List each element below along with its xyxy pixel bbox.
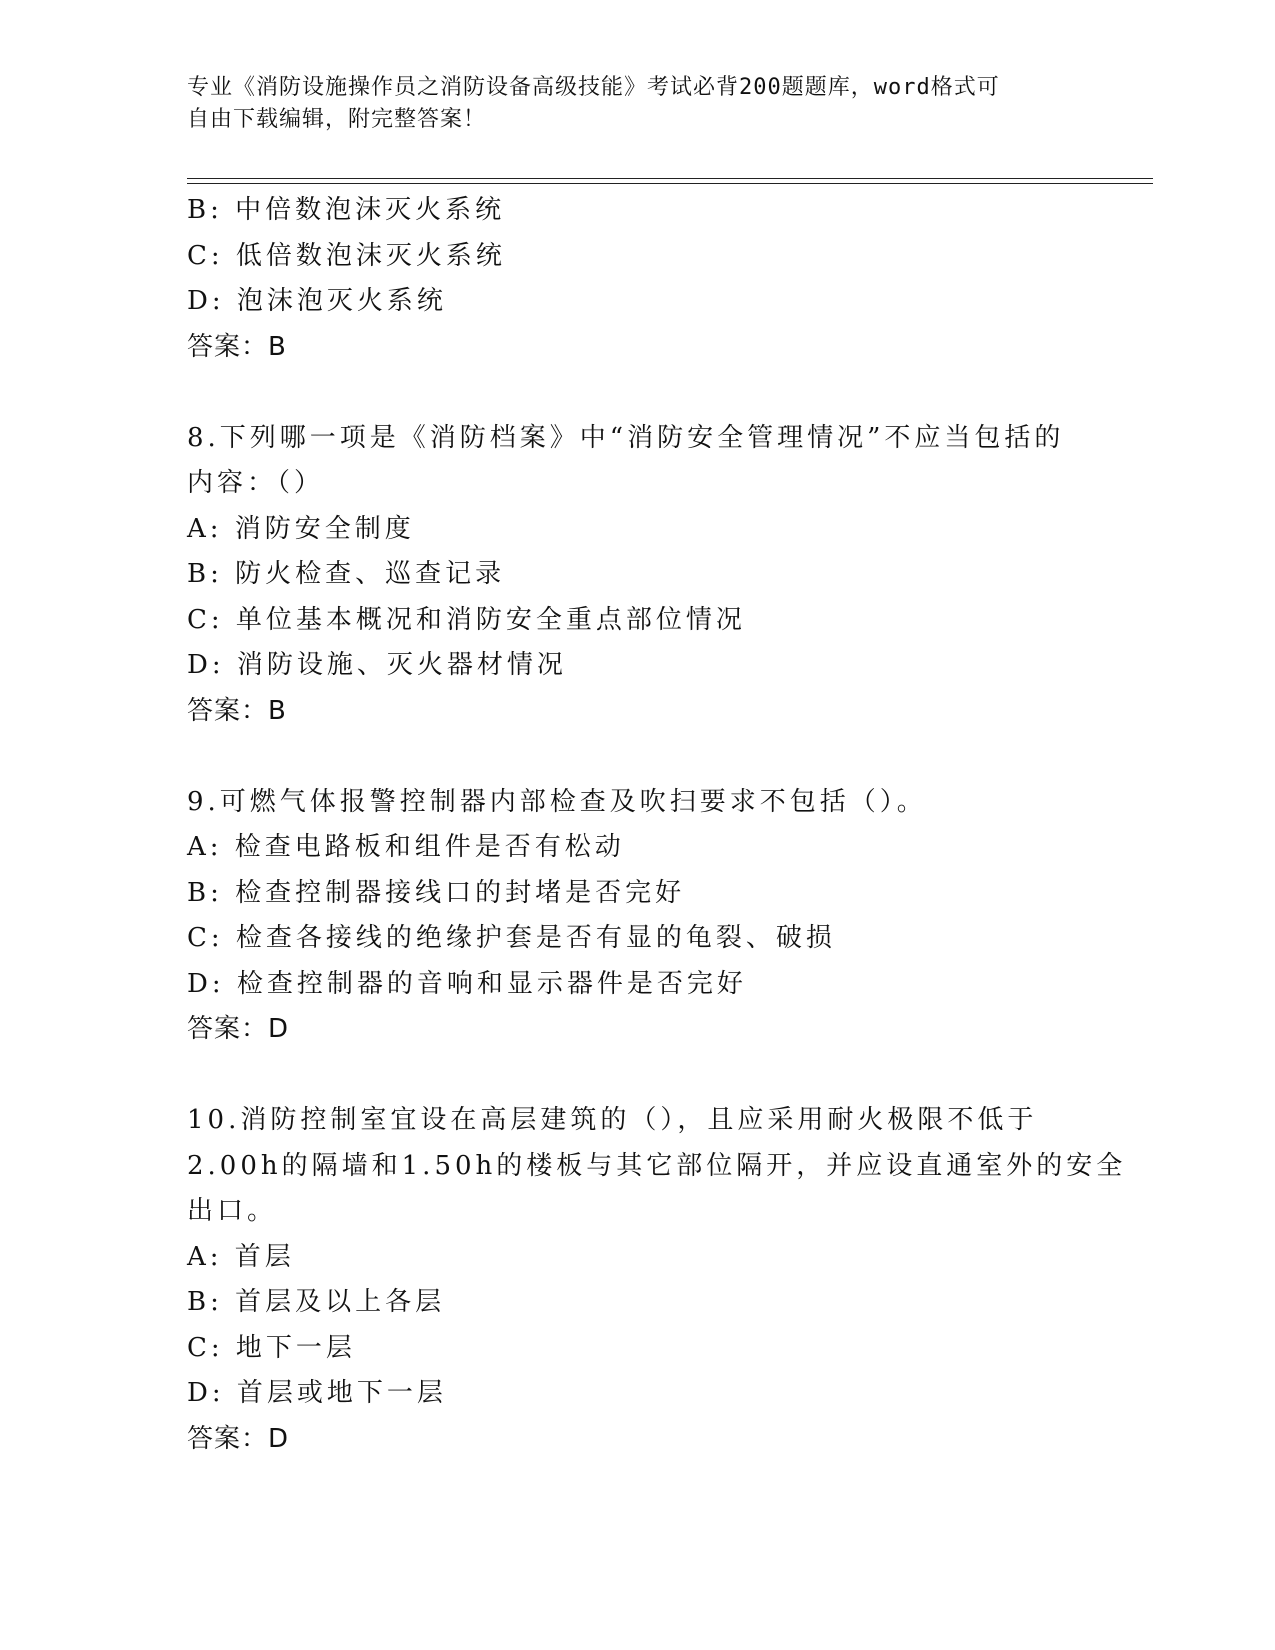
header-line-1: 专业《消防设施操作员之消防设备高级技能》考试必背200题题库，word格式可 (187, 75, 1000, 100)
option-b: B: 检查控制器接线口的封堵是否完好 (187, 877, 686, 908)
option-c: C: 低倍数泡沫灭火系统 (187, 240, 506, 271)
option-b: B: 首层及以上各层 (187, 1287, 446, 1317)
option-b: B: 防火检查、巡查记录 (187, 559, 506, 589)
question-stem: 出口。 (187, 1196, 278, 1226)
spacer (187, 1053, 1107, 1099)
header-divider-top (187, 178, 1153, 179)
question-stem: 2.00h的隔墙和1.50h的楼板与其它部位隔开，并应设直通室外的安全 (187, 1150, 1127, 1181)
answer: 答案：B (187, 695, 287, 726)
option-a: A: 检查电路板和组件是否有松动 (187, 832, 625, 862)
answer: 答案：B (187, 331, 287, 362)
option-d: D: 首层或地下一层 (187, 1378, 447, 1408)
option-a: A: 消防安全制度 (187, 513, 415, 544)
header-line-2: 自由下载编辑，附完整答案！ (187, 107, 487, 132)
header-divider-bottom (187, 183, 1153, 184)
question-10 (187, 1098, 1127, 1462)
question-stem: 内容：（） (187, 468, 325, 498)
answer: 答案：D (187, 1423, 290, 1454)
document-header (187, 72, 1087, 136)
question-stem: 9.可燃气体报警控制器内部检查及吹扫要求不包括（）。 (187, 786, 927, 817)
question-stem: 8.下列哪一项是《消防档案》中“消防安全管理情况”不应当包括的 (187, 422, 1065, 453)
question-9 (187, 780, 1107, 1053)
question-stem: 10.消防控制室宜设在高层建筑的（），且应采用耐火极限不低于 (187, 1105, 1038, 1135)
option-c: C: 地下一层 (187, 1332, 356, 1363)
option-c: C: 检查各接线的绝缘护套是否有显的龟裂、破损 (187, 923, 836, 953)
answer: 答案：D (187, 1014, 290, 1044)
previous-question-tail (187, 188, 1107, 370)
option-c: C: 单位基本概况和消防安全重点部位情况 (187, 604, 746, 635)
spacer (187, 370, 1107, 416)
option-d: D: 消防设施、灭火器材情况 (187, 650, 567, 680)
question-8 (187, 416, 1107, 735)
option-d: D: 泡沫泡灭火系统 (187, 286, 447, 316)
option-b: B: 中倍数泡沫灭火系统 (187, 195, 506, 225)
question-content (187, 188, 1127, 1462)
option-d: D: 检查控制器的音响和显示器件是否完好 (187, 968, 747, 999)
option-a: A: 首层 (187, 1241, 295, 1272)
spacer (187, 734, 1107, 780)
